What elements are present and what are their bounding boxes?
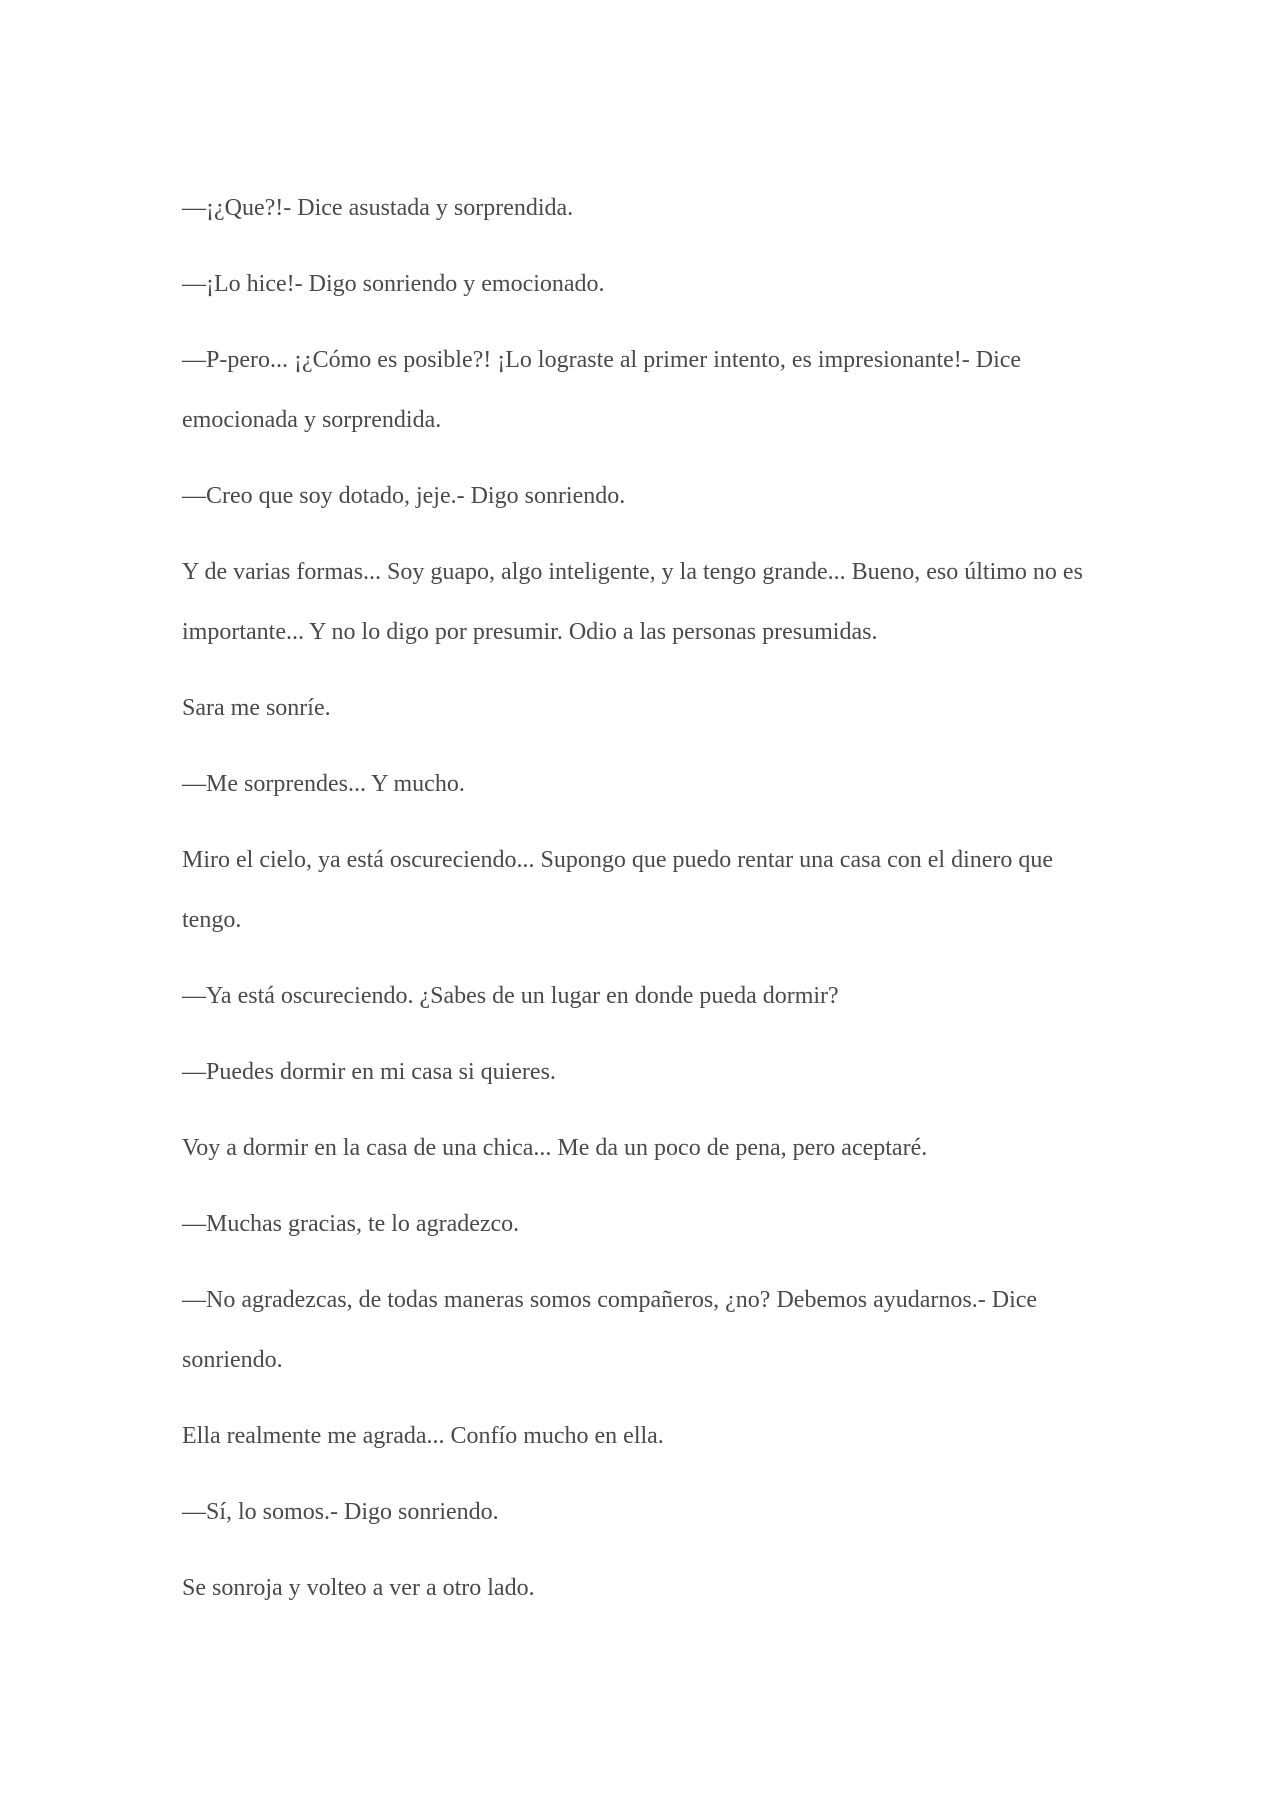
paragraph: —Puedes dormir en mi casa si quieres.	[182, 1059, 556, 1085]
paragraph: —¡¿Que?!- Dice asustada y sorprendida.	[182, 195, 574, 221]
paragraph: —Muchas gracias, te lo agradezco.	[182, 1211, 520, 1237]
paragraph: Se sonroja y volteo a ver a otro lado.	[182, 1575, 535, 1601]
paragraph: Ella realmente me agrada... Confío mucho en ella.	[182, 1423, 664, 1449]
paragraph: —No agradezcas, de todas maneras somos compañeros, ¿no? Debemos ayudarnos.- Dice sonriendo.	[182, 1287, 1038, 1373]
paragraph: Sara me sonríe.	[182, 695, 331, 721]
paragraph: —Ya está oscureciendo. ¿Sabes de un lugar en donde pueda dormir?	[182, 983, 839, 1009]
paragraph: —Me sorprendes... Y mucho.	[182, 771, 465, 797]
paragraph: Miro el cielo, ya está oscureciendo... Supongo que puedo rentar una casa con el dinero que tengo.	[182, 847, 1054, 933]
paragraph: —¡Lo hice!- Digo sonriendo y emocionado.	[182, 271, 605, 297]
paragraph: Y de varias formas... Soy guapo, algo inteligente, y la tengo grande... Bueno, eso último no es importante... Y no lo digo por presumir. Odio a las personas presumidas.	[182, 559, 1083, 645]
text-body	[182, 178, 1102, 1634]
paragraph: —Creo que soy dotado, jeje.- Digo sonriendo.	[182, 483, 626, 509]
paragraph: —Sí, lo somos.- Digo sonriendo.	[182, 1499, 499, 1525]
paragraph: —P-pero... ¡¿Cómo es posible?! ¡Lo lograste al primer intento, es impresionante!- Dice emocionada y sorprendida.	[182, 347, 1022, 433]
paragraph: Voy a dormir en la casa de una chica... Me da un poco de pena, pero aceptaré.	[182, 1135, 928, 1161]
